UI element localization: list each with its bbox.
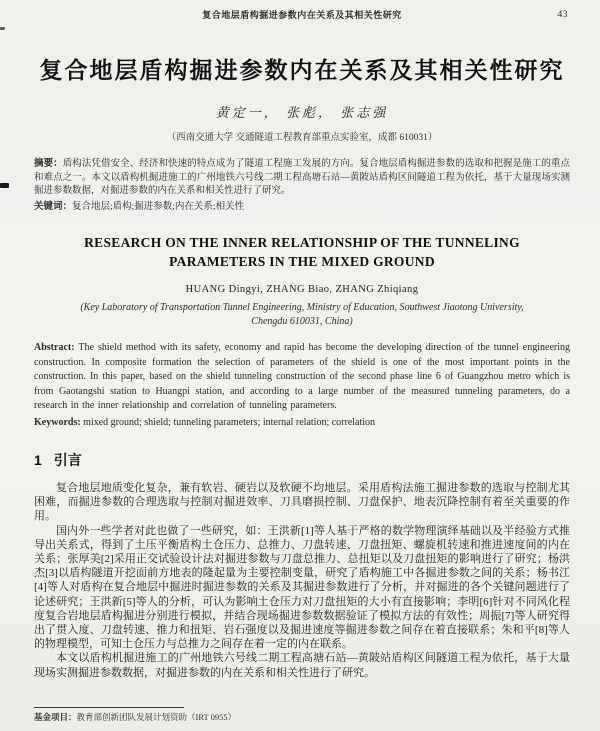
running-title: 复合地层盾构掘进参数内在关系及其相关性研究 [202,10,402,20]
paper-title-en: RESEARCH ON THE INNER RELATIONSHIP OF THE TUNNELING PARAMETERS IN THE MIXED GROUND [84,235,520,269]
abstract-en [34,341,570,414]
body-paragraph: 国内外一些学者对此也做了一些研究，如：王洪新[1]等人基于严格的数学物理演绎基础以及半经验方式推导出关系式，得到了土压平衡盾构土仓压力、总推力、刀盘转速、刀盘扭矩、螺旋机转速和推进速度间的内在关系；张厚美[2]采用正交试验设计法对掘进参数与刀盘总推力、总扭矩以及刀盘扭矩的影响进行了研究；杨洪杰[3]以盾构隧道开挖面前方地表的隆起量为主要控制变量，研究了盾构施工中各掘进参数之间的关系；杨书江[4]等人对盾构在复合地层中掘进时掘进参数的关系及其掘进参数进行了分析，并对掘进的各个关键问题进行了论述研究；王洪新[5]等人的分析，可认为影响土仓压力对刀盘扭矩的大小有直接影响；李明[6]针对不同风化程度复合岩地层盾构掘进分别进行模拟，并结合现场掘进参数数据验证了模拟方法的有效性；周振[7]等人研究得出了贯入度、刀盘转速、推力和扭矩、岩石强度以及掘进速度等掘进参数之间存在着直接联系；朱和平[8]等人的物理模型，可知土仓压力与总推力之间存在着一定的内在联系。 [34,524,570,651]
keywords-label-en: Keywords: [34,416,81,428]
section-heading [34,450,570,470]
scan-artifact [0,183,9,188]
affiliation-en: (Key Laboratory of Transportation Tunnel Engineering, Ministry of Education, Southwest Jiaotong University, Chengdu 610031, China) [80,302,524,327]
keywords-label-zh: 关键词： [34,201,73,212]
scan-artifact [0,27,5,30]
section-number: 1 [34,452,42,468]
affiliation-zh: （西南交通大学 交通隧道工程教育部重点实验室，成都 610031） [166,133,438,143]
page-header [34,8,570,22]
footnote-text: 教育部创新团队发展计划资助（IRT 0955） [76,712,237,722]
keywords-en [34,416,570,431]
section-title: 引言 [53,452,82,468]
body-paragraph: 复合地层地质变化复杂，兼有软岩、硬岩以及软硬不均地层。采用盾构法施工掘进参数的选取与控制尤其困难，而掘进参数的合理选取与控制对掘进效率、刀具磨损控制、刀盘保护、地表沉降控制有着至关重要的作用。 [34,482,570,523]
abstract-label-zh: 摘要： [34,159,63,169]
footnote [34,711,570,723]
authors-en: HUANG Dingyi, ZHANG Biao, ZHANG Zhiqiang [185,284,419,295]
keywords-text-zh: 复合地层;盾构;掘进参数;内在关系;相关性 [72,201,245,212]
abstract-label-en: Abstract: [34,342,75,353]
footnote-area [34,707,570,723]
abstract-text-en: The shield method with its safety, economy and rapid has become the developing direction of the tunnel engineering construction. In composite formation the selection of parameters of the shield is one of the most important points in the construction. In this paper, based on the shield tunneling construction of the second phase line 6 of Guangzhou metro which is from Gaotangshi station to Huangpi station, and according to a large number of the measured tunneling parameters, do a research in the inner relationship and correlation of tunneling parameters. [34,342,570,411]
abstract-zh [34,158,570,199]
authors-zh: 黄定一， 张彪， 张志强 [215,105,389,120]
keywords-text-en: mixed ground; shield; tunneling parameters; internal relation; correlation [83,416,376,428]
footnote-label: 基金项目： [34,712,77,722]
paper-title-zh: 复合地层盾构掘进参数内在关系及其相关性研究 [39,57,565,83]
keywords-zh [34,201,570,215]
page-number: 43 [557,10,568,20]
body-paragraph: 本文以盾构机掘进施工的广州地铁六号线二期工程高塘石站—黄陂站盾构区间隧道工程为依托，基于大量现场实测掘进参数数据，对掘进参数的内在关系和相关性进行了研究。 [34,652,570,679]
abstract-text-zh: 盾构法凭借安全、经济和快速的特点成为了隧道工程施工发展的方向。复合地层盾构掘进参数的选取和把握是施工的重点和难点之一。本文以盾构机掘进施工的广州地铁六号线二期工程高塘石站—黄陂站盾构区间隧道工程为依托，基于大量现场实测掘进参数数据，对掘进参数的内在关系和相关性进行了研究。 [34,159,570,196]
footnote-rule [34,707,184,708]
